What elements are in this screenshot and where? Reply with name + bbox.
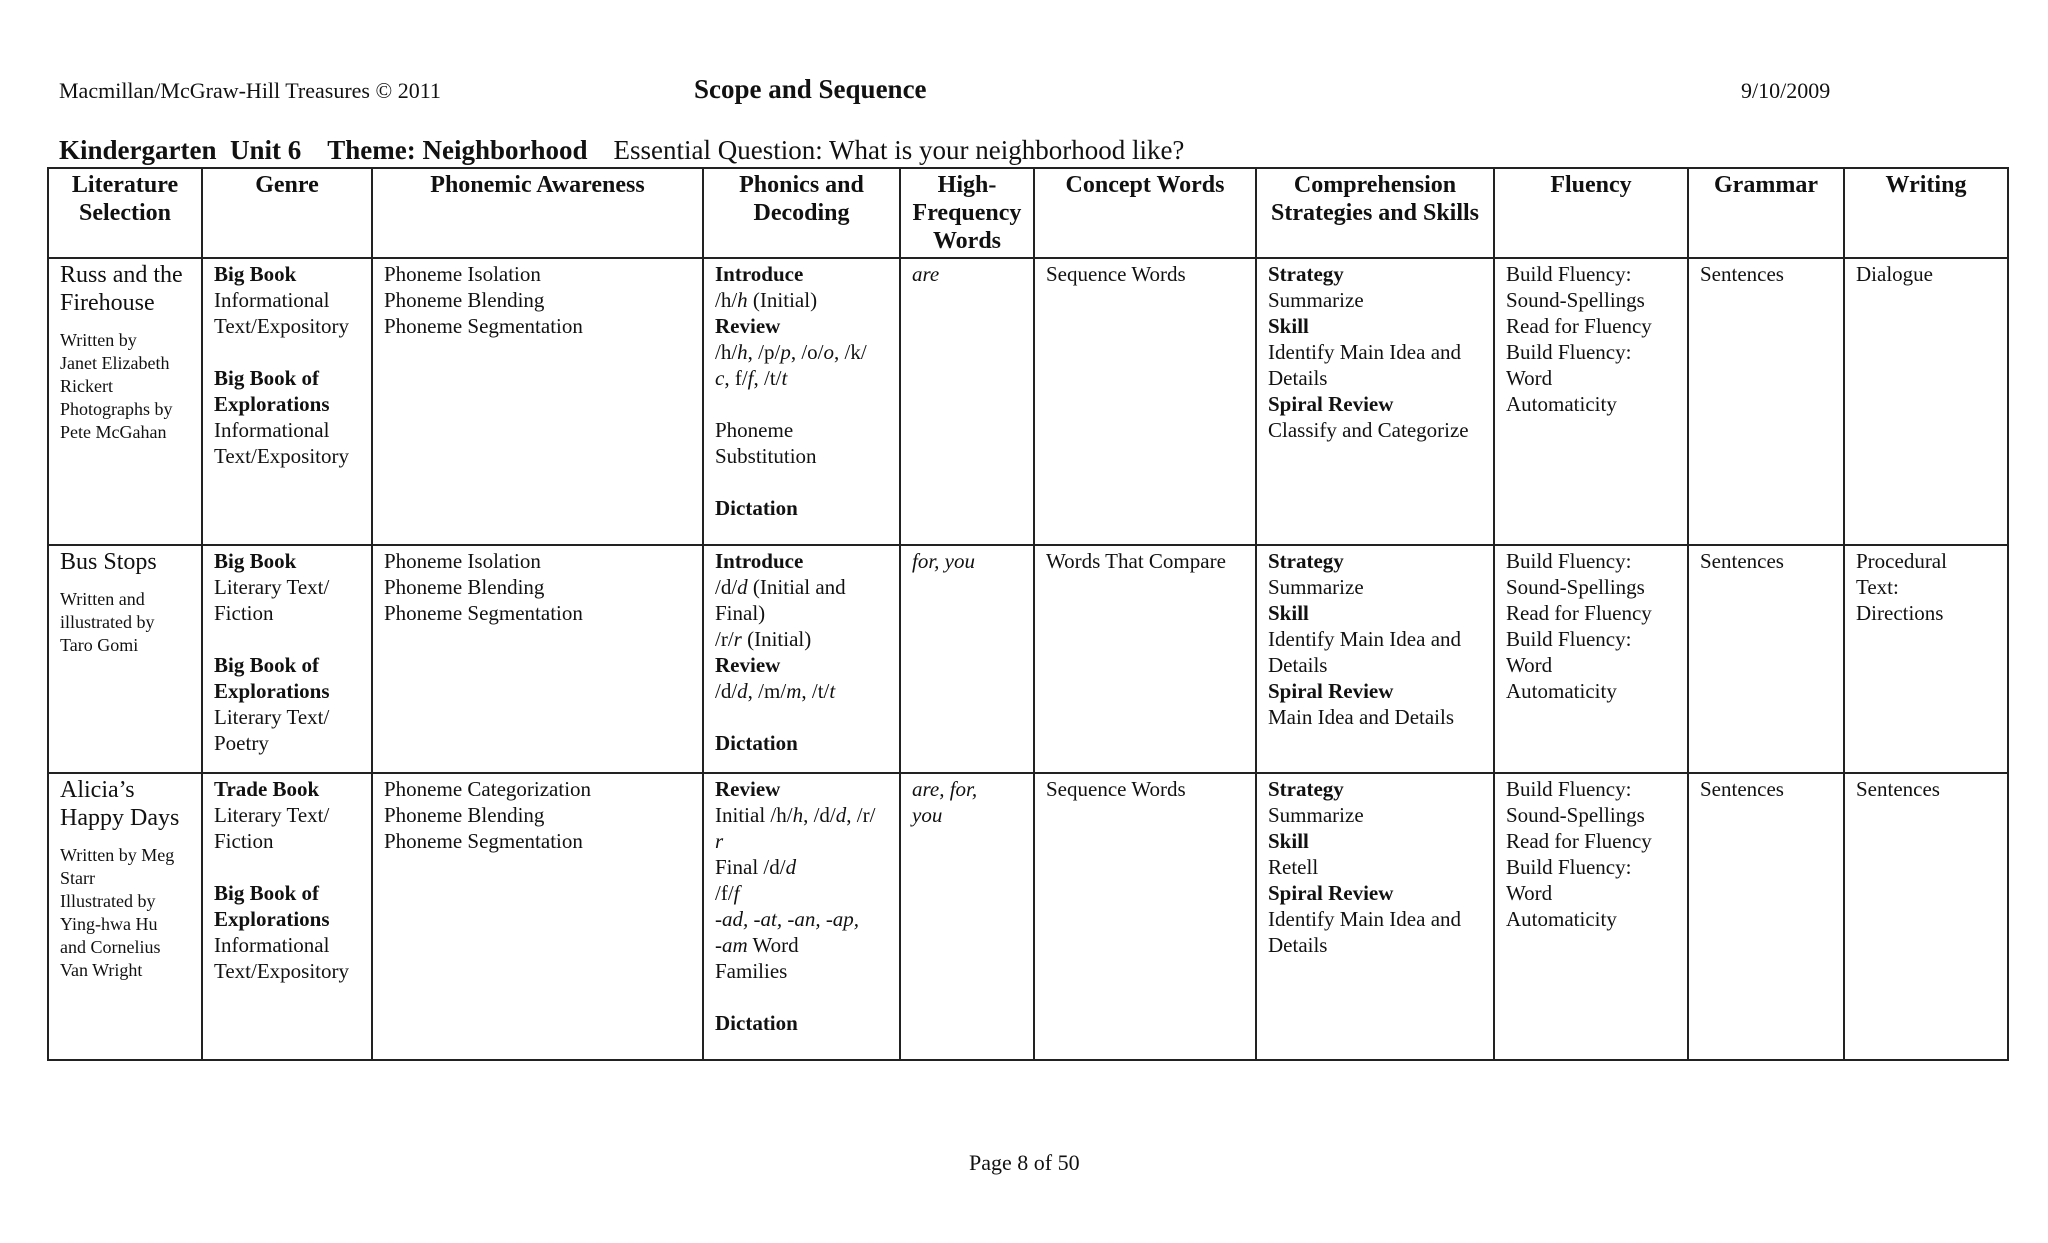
scope-sequence-table bbox=[47, 167, 2009, 1061]
hf-words-cell: are bbox=[900, 258, 1034, 545]
grade-unit: Kindergarten Unit 6 bbox=[59, 135, 302, 165]
table-row bbox=[48, 545, 2008, 773]
document-title: Scope and Sequence bbox=[694, 74, 927, 104]
comprehension-cell: Strategy Summarize Skill Retell Spiral Review Identify Main Idea and Details bbox=[1256, 773, 1494, 1060]
hf-words-cell: are, for, you bbox=[900, 773, 1034, 1060]
genre-cell: Big Book Literary Text/ Fiction Big Book of Explorations Literary Text/ Poetry bbox=[202, 545, 372, 773]
col-grammar: Grammar bbox=[1688, 168, 1844, 258]
hf-words-cell: for, you bbox=[900, 545, 1034, 773]
col-writing: Writing bbox=[1844, 168, 2008, 258]
table-row bbox=[48, 773, 2008, 1060]
publisher-text: Macmillan/McGraw-Hill Treasures © 2011 bbox=[59, 78, 441, 103]
writing-cell: Sentences bbox=[1844, 773, 2008, 1060]
selection-credits: Written and illustrated by Taro Gomi bbox=[60, 589, 155, 655]
fluency-cell: Build Fluency: Sound-Spellings Read for Fluency Build Fluency: Word Automaticity bbox=[1494, 545, 1688, 773]
selection-credits: Written by Janet Elizabeth Rickert Photographs by Pete McGahan bbox=[60, 330, 173, 442]
comprehension-cell: Strategy Summarize Skill Identify Main Idea and Details Spiral Review Classify and Categorize bbox=[1256, 258, 1494, 545]
phonics-cell: Introduce /d/d (Initial and Final) /r/r (Initial) Review /d/d, /m/m, /t/t Dictation bbox=[703, 545, 900, 773]
phonemic-cell: Phoneme Isolation Phoneme Blending Phoneme Segmentation bbox=[372, 258, 703, 545]
concept-cell: Sequence Words bbox=[1034, 258, 1256, 545]
writing-cell: Dialogue bbox=[1844, 258, 2008, 545]
phonemic-cell: Phoneme Categorization Phoneme Blending Phoneme Segmentation bbox=[372, 773, 703, 1060]
concept-cell: Sequence Words bbox=[1034, 773, 1256, 1060]
col-genre: Genre bbox=[202, 168, 372, 258]
col-fluency: Fluency bbox=[1494, 168, 1688, 258]
grammar-cell: Sentences bbox=[1688, 258, 1844, 545]
phonics-cell: Review Initial /h/h, /d/d, /r/ r Final /d/d /f/f -ad, -at, -an, -ap, -am Word Families Dictation bbox=[703, 773, 900, 1060]
grammar-cell: Sentences bbox=[1688, 773, 1844, 1060]
literature-cell bbox=[48, 773, 202, 1060]
fluency-cell: Build Fluency: Sound-Spellings Read for Fluency Build Fluency: Word Automaticity bbox=[1494, 258, 1688, 545]
literature-cell bbox=[48, 258, 202, 545]
concept-cell: Words That Compare bbox=[1034, 545, 1256, 773]
phonemic-cell: Phoneme Isolation Phoneme Blending Phoneme Segmentation bbox=[372, 545, 703, 773]
grammar-cell: Sentences bbox=[1688, 545, 1844, 773]
page-number: Page 8 of 50 bbox=[969, 1150, 1080, 1175]
col-comprehension: Comprehension Strategies and Skills bbox=[1256, 168, 1494, 258]
essential-question: Essential Question: What is your neighborhood like? bbox=[613, 135, 1185, 165]
genre-cell: Big Book Informational Text/Expository Big Book of Explorations Informational Text/Expository bbox=[202, 258, 372, 545]
selection-title: Russ and the Firehouse bbox=[60, 262, 183, 316]
selection-title: Alicia’s Happy Days bbox=[60, 777, 180, 831]
literature-cell bbox=[48, 545, 202, 773]
col-literature-selection: Literature Selection bbox=[48, 168, 202, 258]
unit-heading bbox=[59, 135, 1184, 166]
col-concept-words: Concept Words bbox=[1034, 168, 1256, 258]
unit-theme: Theme: Neighborhood bbox=[327, 135, 588, 165]
document-date: 9/10/2009 bbox=[1741, 78, 1831, 103]
table-row bbox=[48, 258, 2008, 545]
selection-title: Bus Stops bbox=[60, 549, 157, 575]
selection-credits: Written by Meg Starr Illustrated by Ying-hwa Hu and Cornelius Van Wright bbox=[60, 845, 175, 980]
writing-cell: Procedural Text: Directions bbox=[1844, 545, 2008, 773]
col-phonics-decoding: Phonics and Decoding bbox=[703, 168, 900, 258]
col-high-frequency-words: High- Frequency Words bbox=[900, 168, 1034, 258]
fluency-cell: Build Fluency: Sound-Spellings Read for Fluency Build Fluency: Word Automaticity bbox=[1494, 773, 1688, 1060]
comprehension-cell: Strategy Summarize Skill Identify Main Idea and Details Spiral Review Main Idea and Details bbox=[1256, 545, 1494, 773]
col-phonemic-awareness: Phonemic Awareness bbox=[372, 168, 703, 258]
genre-cell: Trade Book Literary Text/ Fiction Big Book of Explorations Informational Text/Expository bbox=[202, 773, 372, 1060]
phonics-cell: Introduce /h/h (Initial) Review /h/h, /p/p, /o/o, /k/ c, f/f, /t/t Phoneme Substitution Dictation bbox=[703, 258, 900, 545]
header-row bbox=[48, 168, 2008, 258]
